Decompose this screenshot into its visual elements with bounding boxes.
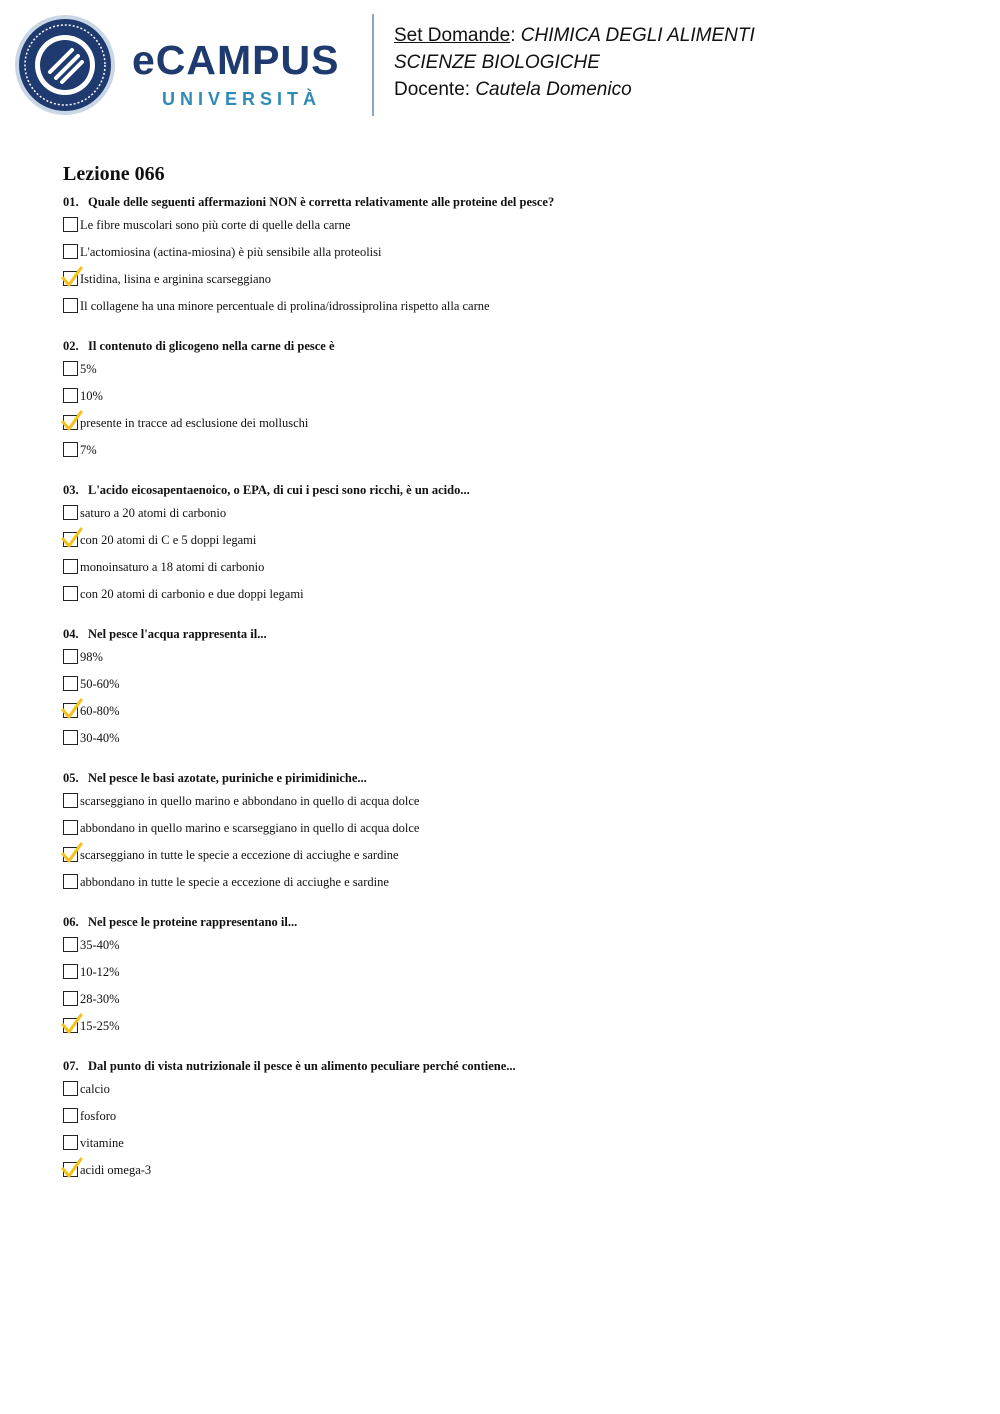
answer-checkbox[interactable] xyxy=(63,298,78,313)
set-label: Set Domande xyxy=(394,25,511,46)
question-list xyxy=(63,194,963,1189)
answer-checkbox[interactable] xyxy=(63,676,78,691)
answer-option[interactable] xyxy=(63,244,963,271)
question-number: 04. xyxy=(63,627,79,641)
answer-label: 7% xyxy=(80,443,97,457)
answer-label: 28-30% xyxy=(80,992,120,1006)
answer-option[interactable] xyxy=(63,505,963,532)
answer-option[interactable] xyxy=(63,820,963,847)
answer-checkbox[interactable] xyxy=(63,388,78,403)
question-number: 02. xyxy=(63,339,79,353)
answer-label: fosforo xyxy=(80,1109,117,1123)
answer-label: Le fibre muscolari sono più corte di quelle della carne xyxy=(80,218,351,232)
question-block xyxy=(63,626,963,757)
question-label: Il contenuto di glicogeno nella carne di pesce è xyxy=(88,339,335,353)
answer-label: 5% xyxy=(80,362,97,376)
answer-label: acidi omega-3 xyxy=(80,1163,152,1177)
question-block xyxy=(63,1058,963,1189)
answer-option[interactable] xyxy=(63,676,963,703)
question-text xyxy=(63,1058,963,1074)
header-info xyxy=(394,22,755,103)
answer-option[interactable] xyxy=(63,964,963,991)
answer-option[interactable] xyxy=(63,874,963,901)
answer-option[interactable] xyxy=(63,559,963,586)
answer-label: Istidina, lisina e arginina scarseggiano xyxy=(80,272,272,286)
question-label: Nel pesce le basi azotate, puriniche e pirimidiniche... xyxy=(88,771,367,785)
answer-option[interactable] xyxy=(63,1081,963,1108)
set-colon: : xyxy=(510,25,516,46)
answer-checkbox[interactable] xyxy=(63,361,78,376)
question-label: Dal punto di vista nutrizionale il pesce è un alimento peculiare perché contiene... xyxy=(88,1059,516,1073)
answer-label: Il collagene ha una minore percentuale di prolina/idrossiprolina rispetto alla carne xyxy=(80,299,490,313)
answer-label: L'actomiosina (actina-miosina) è più sensibile alla proteolisi xyxy=(80,245,382,259)
answer-label: 98% xyxy=(80,650,103,664)
answer-option[interactable] xyxy=(63,1135,963,1162)
answer-label: vitamine xyxy=(80,1136,124,1150)
answer-option[interactable] xyxy=(63,703,963,730)
answer-option[interactable] xyxy=(63,298,963,325)
question-text xyxy=(63,194,963,210)
header-divider xyxy=(372,14,374,116)
answer-label: 10% xyxy=(80,389,103,403)
answer-label: 35-40% xyxy=(80,938,120,952)
answer-label: con 20 atomi di carbonio e due doppi legami xyxy=(80,587,304,601)
answer-option[interactable] xyxy=(63,991,963,1018)
lesson-title: Lezione 066 xyxy=(63,163,165,185)
answer-checkbox[interactable] xyxy=(63,559,78,574)
question-block xyxy=(63,338,963,469)
question-number: 01. xyxy=(63,195,79,209)
answer-label: 30-40% xyxy=(80,731,120,745)
answer-checkbox[interactable] xyxy=(63,820,78,835)
answer-option[interactable] xyxy=(63,271,963,298)
answer-checkbox[interactable] xyxy=(63,1135,78,1150)
answer-checkbox[interactable] xyxy=(63,505,78,520)
answer-checkbox[interactable] xyxy=(63,937,78,952)
answer-label: con 20 atomi di C e 5 doppi legami xyxy=(80,533,257,547)
answer-option[interactable] xyxy=(63,1018,963,1045)
question-number: 03. xyxy=(63,483,79,497)
answer-option[interactable] xyxy=(63,415,963,442)
answer-checkbox[interactable] xyxy=(63,244,78,259)
university-seal-logo xyxy=(14,14,116,116)
question-label: Nel pesce l'acqua rappresenta il... xyxy=(88,627,267,641)
wordmark-subtitle: UNIVERSITÀ xyxy=(162,89,322,109)
question-number: 05. xyxy=(63,771,79,785)
docente-label: Docente: xyxy=(394,79,471,100)
answer-option[interactable] xyxy=(63,730,963,757)
answer-option[interactable] xyxy=(63,586,963,613)
question-block xyxy=(63,914,963,1045)
quiz-content xyxy=(63,160,963,1202)
question-label: L'acido eicosapentaenoico, o EPA, di cui i pesci sono ricchi, è un acido... xyxy=(88,483,470,497)
answer-checkbox[interactable] xyxy=(63,874,78,889)
docente-value: Cautela Domenico xyxy=(475,79,632,100)
answer-checkbox[interactable] xyxy=(63,1108,78,1123)
docente-line xyxy=(394,76,755,103)
answer-option[interactable] xyxy=(63,649,963,676)
question-text xyxy=(63,482,963,498)
answer-option[interactable] xyxy=(63,847,963,874)
answer-checkbox[interactable] xyxy=(63,991,78,1006)
question-label: Quale delle seguenti affermazioni NON è corretta relativamente alle proteine del pesce? xyxy=(88,195,555,209)
answer-checkbox[interactable] xyxy=(63,649,78,664)
answer-label: monoinsaturo a 18 atomi di carbonio xyxy=(80,560,265,574)
wordmark-title: eCAMPUS xyxy=(132,37,340,83)
question-block xyxy=(63,482,963,613)
answer-label: abbondano in quello marino e scarseggiano in quello di acqua dolce xyxy=(80,821,420,835)
answer-label: saturo a 20 atomi di carbonio xyxy=(80,506,227,520)
answer-label: abbondano in tutte le specie a eccezione di acciughe e sardine xyxy=(80,875,389,889)
answer-label: 60-80% xyxy=(80,704,120,718)
question-label: Nel pesce le proteine rappresentano il... xyxy=(88,915,298,929)
answer-option[interactable] xyxy=(63,1162,963,1189)
answer-option[interactable] xyxy=(63,361,963,388)
answer-checkbox[interactable] xyxy=(63,217,78,232)
answer-checkbox[interactable] xyxy=(63,793,78,808)
answer-option[interactable] xyxy=(63,217,963,244)
answer-label: 10-12% xyxy=(80,965,120,979)
question-text xyxy=(63,770,963,786)
answer-checkbox[interactable] xyxy=(63,1081,78,1096)
question-text xyxy=(63,338,963,354)
answer-option[interactable] xyxy=(63,793,963,820)
set-value-line2: SCIENZE BIOLOGICHE xyxy=(394,52,600,73)
answer-option[interactable] xyxy=(63,442,963,469)
set-line xyxy=(394,22,755,49)
answer-label: scarseggiano in quello marino e abbondano in quello di acqua dolce xyxy=(80,794,420,808)
question-text xyxy=(63,914,963,930)
answer-option[interactable] xyxy=(63,1108,963,1135)
ecampus-wordmark xyxy=(132,37,340,110)
document-header xyxy=(0,0,1000,130)
question-block xyxy=(63,194,963,325)
question-text xyxy=(63,626,963,642)
answer-label: presente in tracce ad esclusione dei molluschi xyxy=(80,416,309,430)
answer-checkbox[interactable] xyxy=(63,586,78,601)
question-block xyxy=(63,770,963,901)
question-number: 06. xyxy=(63,915,79,929)
answer-checkbox[interactable] xyxy=(63,442,78,457)
question-number: 07. xyxy=(63,1059,79,1073)
answer-checkbox[interactable] xyxy=(63,964,78,979)
set-value: CHIMICA DEGLI ALIMENTI xyxy=(520,25,755,46)
answer-option[interactable] xyxy=(63,937,963,964)
answer-label: 15-25% xyxy=(80,1019,120,1033)
answer-option[interactable] xyxy=(63,388,963,415)
answer-label: scarseggiano in tutte le specie a eccezione di acciughe e sardine xyxy=(80,848,399,862)
answer-option[interactable] xyxy=(63,532,963,559)
answer-label: 50-60% xyxy=(80,677,120,691)
answer-checkbox[interactable] xyxy=(63,730,78,745)
answer-label: calcio xyxy=(80,1082,110,1096)
